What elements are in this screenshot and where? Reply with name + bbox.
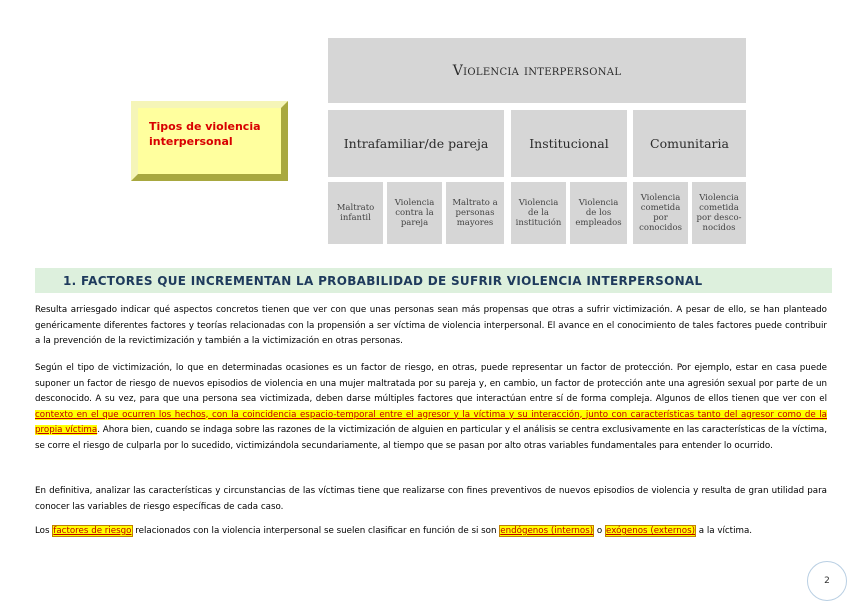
- category-label: Institucional: [529, 136, 609, 151]
- section-heading-bar: [35, 268, 832, 293]
- paragraph-text: Los: [35, 526, 50, 536]
- subcategory-line: Violencia: [394, 198, 435, 208]
- subcategory-box: [633, 182, 688, 244]
- subcategory-line: por: [653, 213, 668, 223]
- note-line-1: Tipos de violencia: [149, 120, 261, 133]
- paragraph-3: [35, 484, 827, 515]
- subcategory-line: conocidos: [639, 223, 682, 233]
- subcategory-box: [511, 182, 566, 244]
- subcategory-line: infantil: [340, 213, 371, 223]
- subcategory-line: mayores: [456, 218, 494, 228]
- subcategory-line: cometida: [640, 203, 681, 213]
- section-heading: 1. FACTORES QUE INCREMENTAN LA PROBABILIDAD DE SUFRIR VIOLENCIA INTERPERSONAL: [63, 273, 703, 288]
- paragraph-text: relacionados con la violencia interpersonal se suelen clasificar en función de si son: [135, 526, 497, 536]
- subcategory-line: Violencia: [640, 193, 681, 203]
- highlighted-context-text: contexto en el que ocurren los hechos, con la coincidencia espacio-temporal entre el agresor y la víctima y su interacción, junto con características tanto del agresor como de la propia víctima: [35, 409, 827, 435]
- subcategory-line: de los: [585, 208, 612, 218]
- paragraph-text: a la víctima.: [698, 526, 753, 536]
- subcategory-line: Violencia: [699, 193, 739, 203]
- paragraph-1: [35, 303, 827, 350]
- subcategory-box: [387, 182, 442, 244]
- paragraph-2: [35, 361, 827, 454]
- diagram-title-box: [328, 38, 746, 103]
- note-line-2: interpersonal: [149, 135, 233, 148]
- subcategory-box: [692, 182, 746, 244]
- subcategory-box: [570, 182, 627, 244]
- paragraph-text: . Ahora bien, cuando se indaga sobre las razones de la victimización de alguien en particular y el análisis se centra exclusivamente en las características de la víctima, se corre el riesgo de culparla por lo sucedido, victimizándola secundariamente, al tiempo que se pasan por alto otras variables fundamentales para entender lo ocurrido.: [35, 425, 827, 451]
- category-comunitaria: [633, 110, 746, 177]
- subcategory-line: pareja: [400, 218, 429, 228]
- category-intrafamiliar: [328, 110, 504, 177]
- category-institucional: [511, 110, 627, 177]
- subcategory-line: por desco-: [696, 213, 742, 223]
- category-label: Intrafamiliar/de pareja: [343, 136, 489, 151]
- highlighted-endogenous: endógenos (internos): [500, 526, 594, 536]
- subcategory-line: Violencia: [578, 198, 619, 208]
- subcategory-line: contra la: [395, 208, 434, 218]
- subcategory-line: empleados: [575, 218, 622, 228]
- paragraph-text: Resulta arriesgado indicar qué aspectos concretos tienen que ver con que unas personas sean más propensas que otras a sufrir victimización. A pesar de ello, se han planteado genéricamente diferentes factores y teorías relacionadas con la propensión a ser víctima de violencia interpersonal. El avance en el conocimiento de tales factores puede contribuir a la prevención de la revictimización y también a la victimización en otras personas.: [35, 305, 827, 346]
- highlighted-exogenous: exógenos (externos): [606, 526, 695, 536]
- subcategory-line: Violencia: [518, 198, 559, 208]
- subcategory-line: Maltrato a: [452, 198, 498, 208]
- subcategory-line: nocidos: [702, 223, 736, 233]
- diagram-title: Violencia interpersonal: [452, 62, 622, 79]
- paragraph-text: En definitiva, analizar las características y circunstancias de las víctimas tiene que realizarse con fines preventivos de nuevos episodios de violencia y resulta de gran utilidad para conocer las variables de riesgo específicas de cada caso.: [35, 486, 827, 512]
- subcategory-box: [328, 182, 383, 244]
- highlighted-risk-factors: factores de riesgo: [53, 526, 132, 536]
- types-of-violence-note: [131, 101, 288, 181]
- subcategory-line: personas: [455, 208, 495, 218]
- subcategory-line: institución: [515, 218, 562, 228]
- subcategory-line: Maltrato: [336, 203, 375, 213]
- category-label: Comunitaria: [650, 136, 729, 151]
- subcategory-line: de la: [528, 208, 549, 218]
- paragraph-text: o: [596, 526, 603, 536]
- subcategory-line: cometida: [699, 203, 739, 213]
- page-number: [807, 561, 847, 601]
- page-number-label: 2: [824, 576, 830, 586]
- paragraph-text: Según el tipo de victimización, lo que en determinadas ocasiones es un factor de riesgo, en otras, puede representar un factor de protección. Por ejemplo, estar en casa puede suponer un factor de riesgo de nuevos episodios de violencia en una mujer maltratada por su pareja y, en cambio, un factor de protección ante una agresión sexual por parte de un desconocido. A su vez, para que una persona sea victimizada, deben darse múltiples factores que interactúan entre sí de forma compleja. Algunos de ellos tienen que ver con el: [35, 363, 827, 404]
- subcategory-box: [446, 182, 504, 244]
- paragraph-4: [35, 524, 827, 540]
